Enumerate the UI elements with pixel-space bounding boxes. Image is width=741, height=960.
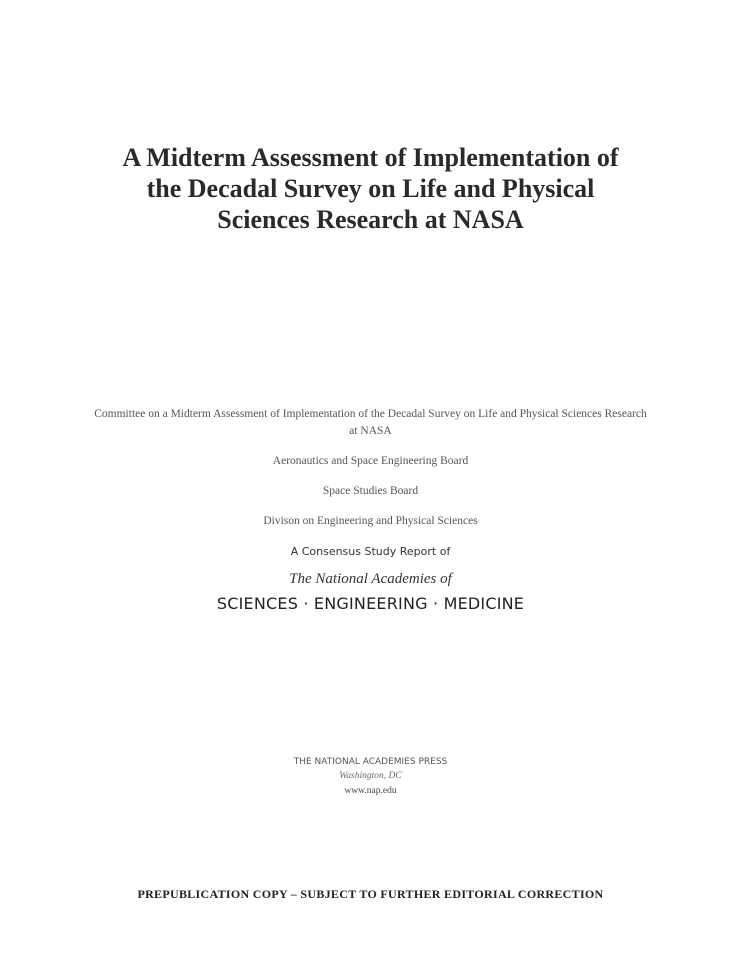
prepublication-notice: PREPUBLICATION COPY – SUBJECT TO FURTHER EDITORIAL CORRECTION (137, 887, 604, 901)
board-space-studies: Space Studies Board (322, 485, 419, 497)
committee-name: Committee on a Midterm Assessment of Implementation of the Decadal Survey on Life and Physical Sciences Research at NASA (94, 408, 647, 437)
consensus-label: A Consensus Study Report of (290, 545, 451, 558)
title-line-3: Sciences Research at NASA (217, 205, 524, 234)
publisher-city: Washington, DC (339, 771, 402, 781)
academies-logo-italic: The National Academies of (289, 571, 452, 587)
report-title (0, 142, 741, 235)
title-line-2: the Decadal Survey on Life and Physical (146, 174, 595, 203)
publisher-name: THE NATIONAL ACADEMIES PRESS (293, 757, 448, 767)
publisher-url: www.nap.edu (344, 786, 397, 796)
division-engineering: Divison on Engineering and Physical Sciences (263, 515, 478, 527)
academies-logo-caps: SCIENCES · ENGINEERING · MEDICINE (216, 594, 525, 613)
title-line-1: A Midterm Assessment of Implementation of (122, 143, 619, 172)
board-aeronautics: Aeronautics and Space Engineering Board (272, 455, 469, 467)
